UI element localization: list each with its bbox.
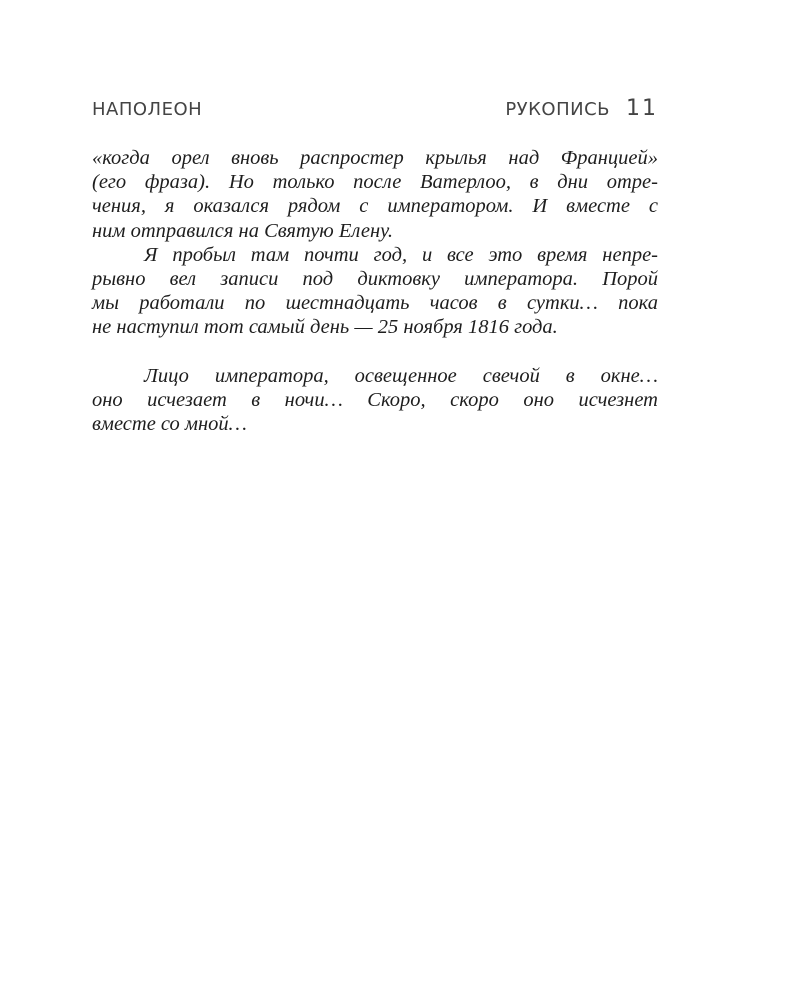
body-text (92, 146, 658, 436)
page-number: 11 (626, 96, 658, 121)
header-section-title: РУКОПИСЬ (505, 99, 610, 120)
text-line: чения, я оказался рядом с императором. И вместе с (92, 195, 658, 218)
text-line: рывно вел записи под диктовку императора. Порой (92, 268, 658, 291)
text-line: не наступил тот самый день — 25 ноября 1816 года. (92, 316, 558, 339)
text-line: вместе со мной… (92, 413, 247, 436)
text-line: Лицо императора, освещенное свечой в окне… (144, 364, 658, 387)
paragraph-3 (92, 364, 658, 437)
text-line: ним отправился на Святую Елену. (92, 219, 394, 242)
header-section (505, 96, 658, 121)
text-line: оно исчезает в ночи… Скоро, скоро оно исчезнет (92, 388, 658, 411)
running-header (92, 96, 658, 124)
text-line: (его фраза). Но только после Ватерлоо, в дни отре- (92, 171, 658, 194)
paragraph-1 (92, 146, 658, 243)
paragraph-2 (92, 243, 658, 340)
header-book-title: НАПОЛЕОН (92, 99, 203, 120)
text-line: мы работали по шестнадцать часов в сутки… пока (92, 292, 658, 315)
text-line: «когда орел вновь распростер крылья над Францией» (92, 147, 658, 169)
text-line: Я пробыл там почти год, и все это время непре- (144, 243, 658, 266)
